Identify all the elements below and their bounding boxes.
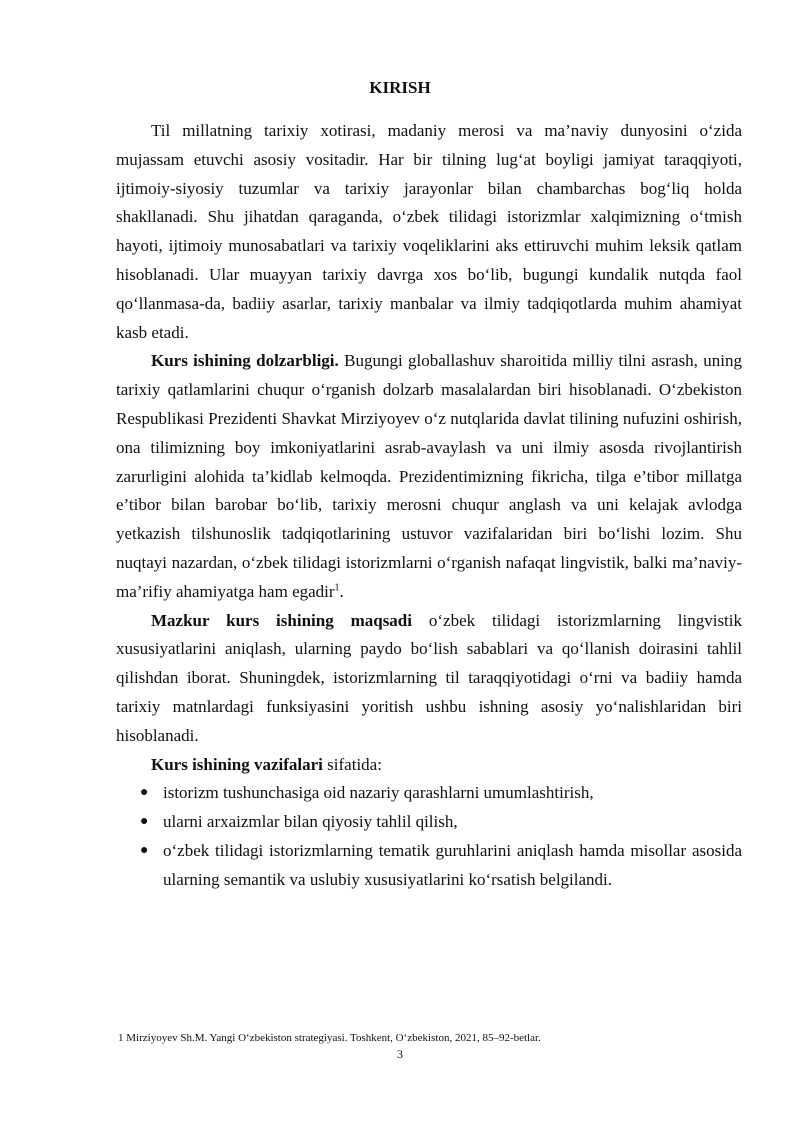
bullet-icon: ● <box>140 842 149 858</box>
goal-text: o‘zbek tilidagi istorizmlarning lingvistik xususiyatlarini aniqlash, ularning paydo bo‘lish sabablari va qo‘llanish doirasini tahlil qilishdan iborat. Shuningdek, istorizmlarning til taraqqiyotidagi o‘rni va badiiy hamda tarixiy matnlardagi funksiyasini yoritish ushbu ishning asosiy yo‘nalishlaridan biri hisoblanadi. <box>116 610 743 745</box>
goal-label: Mazkur kurs ishining maqsadi <box>151 610 412 630</box>
relevance-paragraph <box>116 347 742 606</box>
list-item <box>116 837 742 895</box>
footnote: 1 Mirziyoyev Sh.M. Yangi O‘zbekiston strategiyasi. Toshkent, O‘zbekiston, 2021, 85–92-betlar. <box>118 1032 541 1044</box>
list-item-text: istorizm tushunchasiga oid nazariy qarashlarni umumlashtirish, <box>163 783 594 803</box>
list-item <box>116 779 742 808</box>
list-item-text: o‘zbek tilidagi istorizmlarning tematik guruhlarini aniqlash hamda misollar asosida ularning semantik va uslubiy xususiyatlarini ko‘rsatish belgilandi. <box>163 840 742 889</box>
tasks-lead <box>116 751 742 780</box>
relevance-text: Bugungi globallashuv sharoitida milliy tilni asrash, uning tarixiy qatlamlarini chuqur o‘rganish dolzarb masalalardan biri hisoblanadi. O‘zbekiston Respublikasi Prezidenti Shavkat Mirziyoyev o‘z nutqlarida davlat tilining nufuzini oshirish, ona tilimizning boy imkoniyatlarini asrab-avaylash va uni ilmiy asosda rivojlantirish zarurligini alohida ta’kidlab kelmoqda. Prezidentimizning fikricha, tilga e’tibor millatga e’tibor bilan barobar bo‘lib, tarixiy merosni chuqur anglash va uni kelajak avlodga yetkazish tilshunoslik tadqiqotlarining ustuvor vazifalaridan biri bo‘lishi lozim. Shu nuqtayi nazardan, o‘zbek tilidagi istorizmlarni o‘rganish nafaqat lingvistik, balki ma’naviy-ma’rifiy ahamiyatga ham egadir <box>116 351 742 601</box>
list-item <box>116 808 742 837</box>
body-text <box>116 117 742 895</box>
intro-paragraph: Til millatning tarixiy xotirasi, madaniy merosi va ma’naviy dunyosini o‘zida mujassam etuvchi asosiy vositadir. Har bir tilning lug‘at boyligi jamiyat taraqqiyoti, ijtimoiy-siyosiy tuzumlar va tarixiy jarayonlar bilan chambarchas bog‘liq holda shakllanadi. Shu jihatdan qaraganda, o‘zbek tilidagi istorizmlar xalqimizning o‘tmish hayoti, ijtimoiy munosabatlari va tarixiy voqeliklarini aks ettiruvchi muhim leksik qatlam hisoblanadi. Ular muayyan tarixiy davrga xos bo‘lib, bugungi kundalik nutqda faol qo‘llanmasa-da, badiiy asarlar, tarixiy manbalar va ilmiy tadqiqotlarda muhim ahamiyat kasb etadi. <box>116 121 742 342</box>
relevance-end: . <box>339 581 344 601</box>
relevance-label: Kurs ishining dolzarbligi. <box>151 351 339 371</box>
tasks-label: Kurs ishining vazifalari <box>151 754 323 774</box>
bullet-icon: ● <box>140 814 149 830</box>
goal-paragraph <box>116 607 742 751</box>
tasks-list <box>116 779 742 894</box>
footnote-reference[interactable]: 1 <box>334 582 340 594</box>
page-title: KIRISH <box>369 78 431 97</box>
page-number: 3 <box>397 1047 403 1061</box>
list-item-text: ularni arxaizmlar bilan qiyosiy tahlil qilish, <box>163 812 458 832</box>
bullet-icon: ● <box>140 785 149 801</box>
tasks-lead-text: sifatida: <box>322 754 382 774</box>
